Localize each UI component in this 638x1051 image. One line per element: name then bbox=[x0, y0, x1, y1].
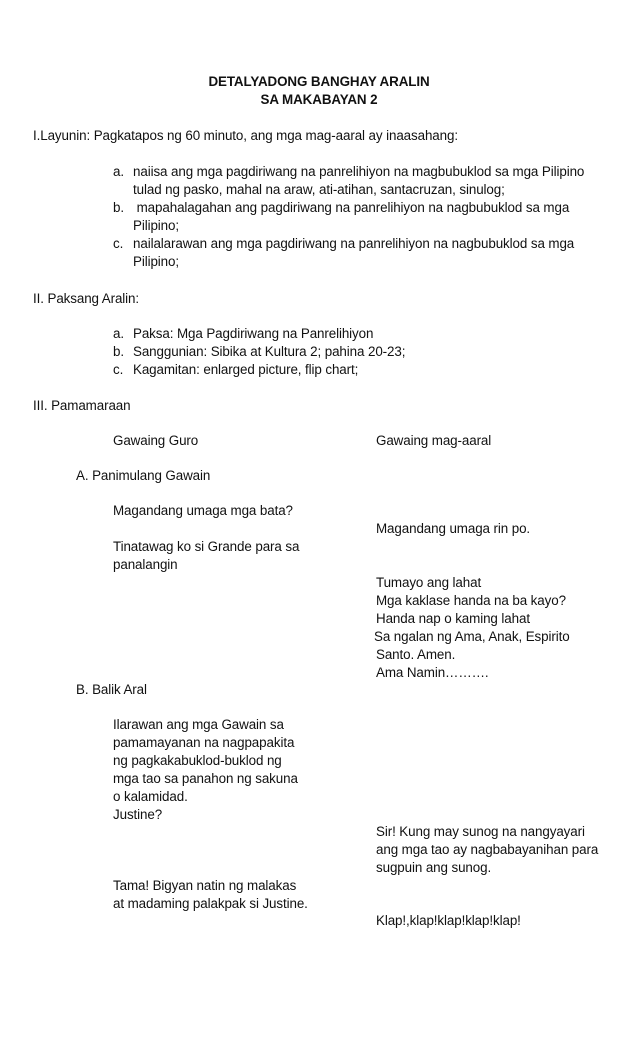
teacher-question-line2: pamamayanan na nagpapakita bbox=[113, 735, 295, 750]
subject-heading: II. Paksang Aralin: bbox=[33, 291, 140, 306]
student-clap: Klap!,klap!klap!klap!klap! bbox=[376, 913, 521, 928]
student-prayer-line1: Tumayo ang lahat bbox=[376, 575, 482, 590]
objectives-heading: I.Layunin: Pagkatapos ng 60 minuto, ang mga mag-aaral ay inaasahang: bbox=[33, 128, 458, 143]
procedure-heading: III. Pamamaraan bbox=[33, 398, 131, 413]
objective-b-line2: Pilipino; bbox=[133, 218, 179, 233]
student-prayer-line2: Mga kaklase handa na ba kayo? bbox=[376, 593, 566, 608]
subject-a-marker: a. bbox=[113, 326, 124, 341]
student-answer-line2: ang mga tao ay nagbabayanihan para bbox=[376, 842, 599, 857]
document-title: DETALYADONG BANGHAY ARALIN bbox=[208, 74, 430, 89]
student-answer-line3: sugpuin ang sunog. bbox=[376, 860, 492, 875]
objective-a-marker: a. bbox=[113, 164, 124, 179]
student-prayer-line6: Ama Namin………. bbox=[376, 665, 489, 680]
teacher-question-line3: ng pagkakabuklod-buklod ng bbox=[113, 753, 282, 768]
objective-a-line2: tulad ng pasko, mahal na araw, ati-atihan, santacruzan, sinulog; bbox=[133, 182, 505, 197]
teacher-greeting: Magandang umaga mga bata? bbox=[113, 503, 293, 518]
subject-reference: Sanggunian: Sibika at Kultura 2; pahina 20-23; bbox=[133, 344, 406, 359]
teacher-question-line5: o kalamidad. bbox=[113, 789, 188, 804]
teacher-question-line4: mga tao sa panahon ng sakuna bbox=[113, 771, 298, 786]
objective-c-line1: nailalarawan ang mga pagdiriwang na panrelihiyon na nagbubuklod sa mga bbox=[133, 236, 575, 251]
objective-c-marker: c. bbox=[113, 236, 124, 251]
teacher-question-line1: Ilarawan ang mga Gawain sa bbox=[113, 717, 284, 732]
teacher-column-header: Gawaing Guro bbox=[113, 433, 199, 448]
objective-a-line1: naiisa ang mga pagdiriwang na panrelihiyon na magbubuklod sa mga Pilipino bbox=[133, 164, 585, 179]
subject-topic: Paksa: Mga Pagdiriwang na Panrelihiyon bbox=[133, 326, 374, 341]
subject-b-marker: b. bbox=[113, 344, 124, 359]
teacher-question-line6: Justine? bbox=[113, 807, 163, 822]
section-a-label: A. Panimulang Gawain bbox=[76, 468, 211, 483]
document-subtitle: SA MAKABAYAN 2 bbox=[260, 92, 378, 107]
student-prayer-line4: Sa ngalan ng Ama, Anak, Espirito bbox=[374, 629, 570, 644]
objective-c-line2: Pilipino; bbox=[133, 254, 179, 269]
student-answer-line1: Sir! Kung may sunog na nangyayari bbox=[376, 824, 585, 839]
section-b-label: B. Balik Aral bbox=[76, 682, 147, 697]
subject-materials: Kagamitan: enlarged picture, flip chart; bbox=[133, 362, 359, 377]
subject-c-marker: c. bbox=[113, 362, 124, 377]
student-column-header: Gawaing mag-aaral bbox=[376, 433, 492, 448]
student-prayer-line5: Santo. Amen. bbox=[376, 647, 456, 662]
teacher-prayer-line1: Tinatawag ko si Grande para sa bbox=[113, 539, 300, 554]
student-greeting: Magandang umaga rin po. bbox=[376, 521, 531, 536]
objective-b-line1: mapahalagahan ang pagdiriwang na panrelihiyon na nagbubuklod sa mga bbox=[133, 200, 570, 215]
objective-b-marker: b. bbox=[113, 200, 124, 215]
teacher-praise-line1: Tama! Bigyan natin ng malakas bbox=[113, 878, 297, 893]
student-prayer-line3: Handa nap o kaming lahat bbox=[376, 611, 530, 626]
teacher-praise-line2: at madaming palakpak si Justine. bbox=[113, 896, 308, 911]
teacher-prayer-line2: panalangin bbox=[113, 557, 178, 572]
